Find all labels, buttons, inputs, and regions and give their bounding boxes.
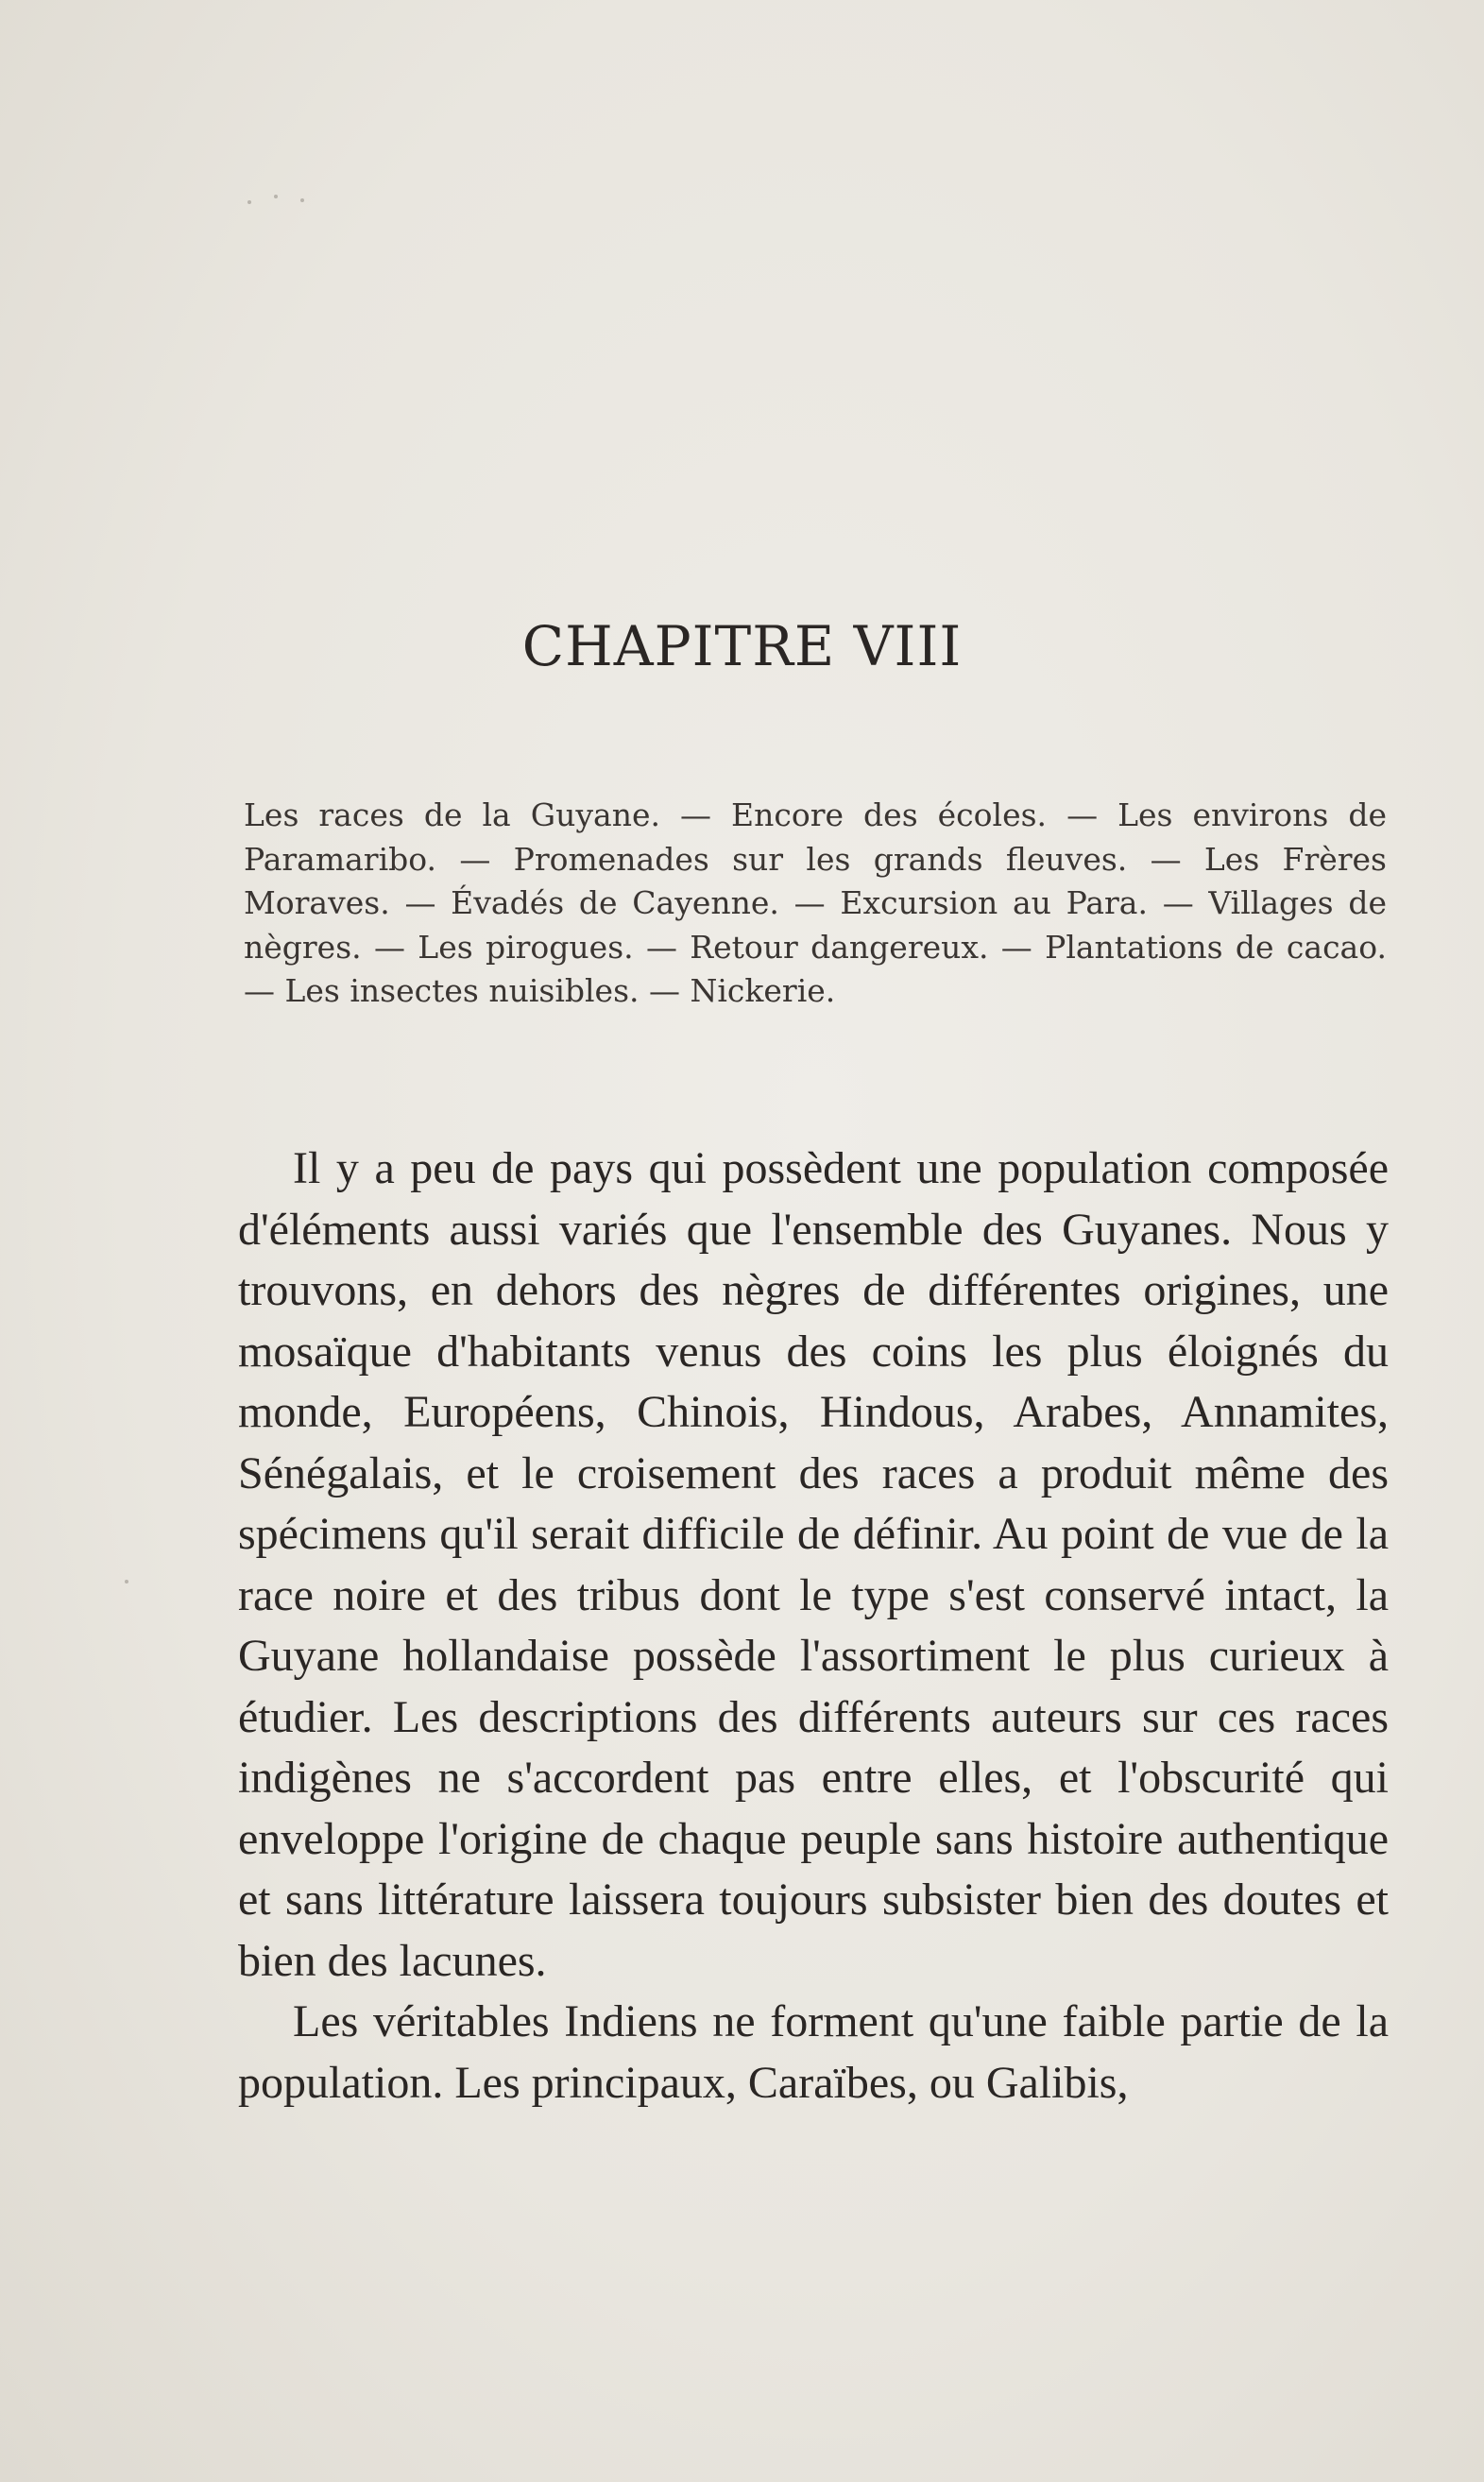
paper-speck bbox=[274, 195, 278, 198]
chapter-title: CHAPITRE VIII bbox=[521, 614, 963, 678]
body-text bbox=[238, 1138, 1389, 2114]
chapter-summary: Les races de la Guyane. — Encore des écoles. — Les environs de Paramaribo. — Promenades sur les grands fleuves. — Les Frères Moraves. — Évadés de Cayenne. — Excursion au Para. — Villages de nègres. — Les pirogues. — Retour dangereux. — Plantations de cacao. — Les insectes nuisibles. — Nickerie. bbox=[244, 796, 1387, 1009]
paper-speck bbox=[247, 200, 251, 204]
paragraph: Les véritables Indiens ne forment qu'une faible partie de la population. Les principaux, Caraïbes, ou Galibis, bbox=[238, 1996, 1389, 2108]
paper-speck bbox=[300, 198, 304, 202]
paper-speck bbox=[125, 1580, 128, 1583]
paragraph: Il y a peu de pays qui possèdent une population composée d'éléments aussi variés que l'ensemble des Guyanes. Nous y trouvons, en dehors des nègres de différentes origines, une mosaïque d'habitants venus des coins les plus éloignés du monde, Européens, Chinois, Hindous, Arabes, Annamites, Sénégalais, et le croisement des races a produit même des spécimens qu'il serait difficile de définir. Au point de vue de la race noire et des tribus dont le type s'est conservé intact, la Guyane hollandaise possède l'assortiment le plus curieux à étudier. Les descriptions des différents auteurs sur ces races indigènes ne s'accordent pas entre elles, et l'obscurité qui enveloppe l'origine de chaque peuple sans histoire authentique et sans littérature laissera toujours subsister bien des doutes et bien des lacunes. bbox=[238, 1143, 1389, 1986]
